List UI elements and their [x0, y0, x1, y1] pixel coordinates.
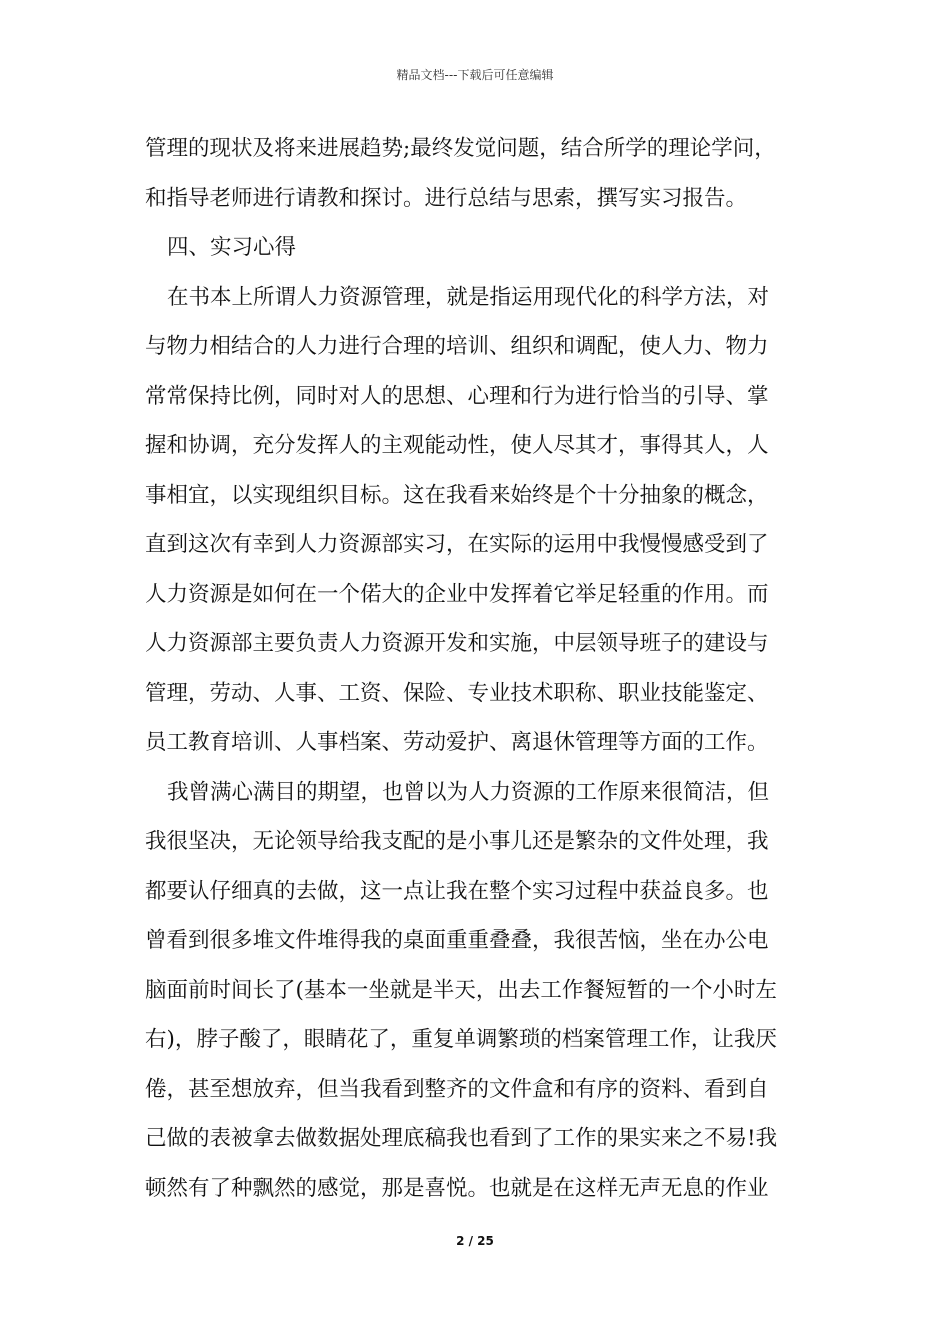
- text-line: 我很坚决，无论领导给我支配的是小事儿还是繁杂的文件处理，我: [145, 829, 769, 854]
- page-header: 精品文档---下载后可任意编辑: [396, 68, 554, 82]
- text-line: 和指导老师进行请教和探讨。进行总结与思索，撰写实习报告。: [145, 185, 748, 211]
- text-line: 脑面前时间长了(基本一坐就是半天，出去工作餐短暂的一个小时左: [145, 977, 777, 1003]
- text-line: 直到这次有幸到人力资源部实习，在实际的运用中我慢慢感受到了: [145, 532, 769, 557]
- text-line: 与物力相结合的人力进行合理的培训、组织和调配，使人力、物力: [145, 334, 769, 359]
- text-line: 都要认仔细真的去做，这一点让我在整个实习过程中获益良多。也: [145, 878, 769, 904]
- text-line: 顿然有了种飘然的感觉，那是喜悦。也就是在这样无声无息的作业: [145, 1175, 769, 1201]
- text-line: 四、实习心得: [167, 235, 297, 260]
- text-line: 管理的现状及将来进展趋势;最终发觉问题，结合所学的理论学问，: [145, 136, 776, 161]
- page-number: 2 / 25: [456, 1234, 494, 1248]
- text-line: 己做的表被拿去做数据处理底稿我也看到了工作的果实来之不易!我: [145, 1126, 778, 1151]
- text-line: 右)，脖子酸了，眼睛花了，重复单调繁琐的档案管理工作，让我厌: [145, 1027, 777, 1052]
- text-line: 常常保持比例，同时对人的思想、心理和行为进行恰当的引导、掌: [145, 383, 769, 409]
- document-body: [145, 124, 810, 1213]
- text-line: 握和协调，充分发挥人的主观能动性，使人尽其才，事得其人，人: [145, 433, 769, 458]
- text-line: 人力资源是如何在一个偌大的企业中发挥着它举足轻重的作用。而: [145, 581, 769, 607]
- text-line: 曾看到很多堆文件堆得我的桌面重重叠叠，我很苦恼，坐在办公电: [145, 928, 769, 953]
- text-line: 员工教育培训、人事档案、劳动爱护、离退休管理等方面的工作。: [145, 730, 769, 755]
- text-line: 事相宜，以实现组织目标。这在我看来始终是个十分抽象的概念，: [145, 482, 769, 508]
- text-line: 倦，甚至想放弃，但当我看到整齐的文件盒和有序的资料、看到自: [145, 1076, 769, 1102]
- text-line: 管理，劳动、人事、工资、保险、专业技术职称、职业技能鉴定、: [145, 680, 769, 706]
- text-line: 人力资源部主要负责人力资源开发和实施，中层领导班子的建设与: [145, 631, 769, 656]
- text-line: 在书本上所谓人力资源管理，就是指运用现代化的科学方法，对: [167, 284, 770, 310]
- text-line: 我曾满心满目的期望，也曾以为人力资源的工作原来很简洁，但: [167, 779, 770, 805]
